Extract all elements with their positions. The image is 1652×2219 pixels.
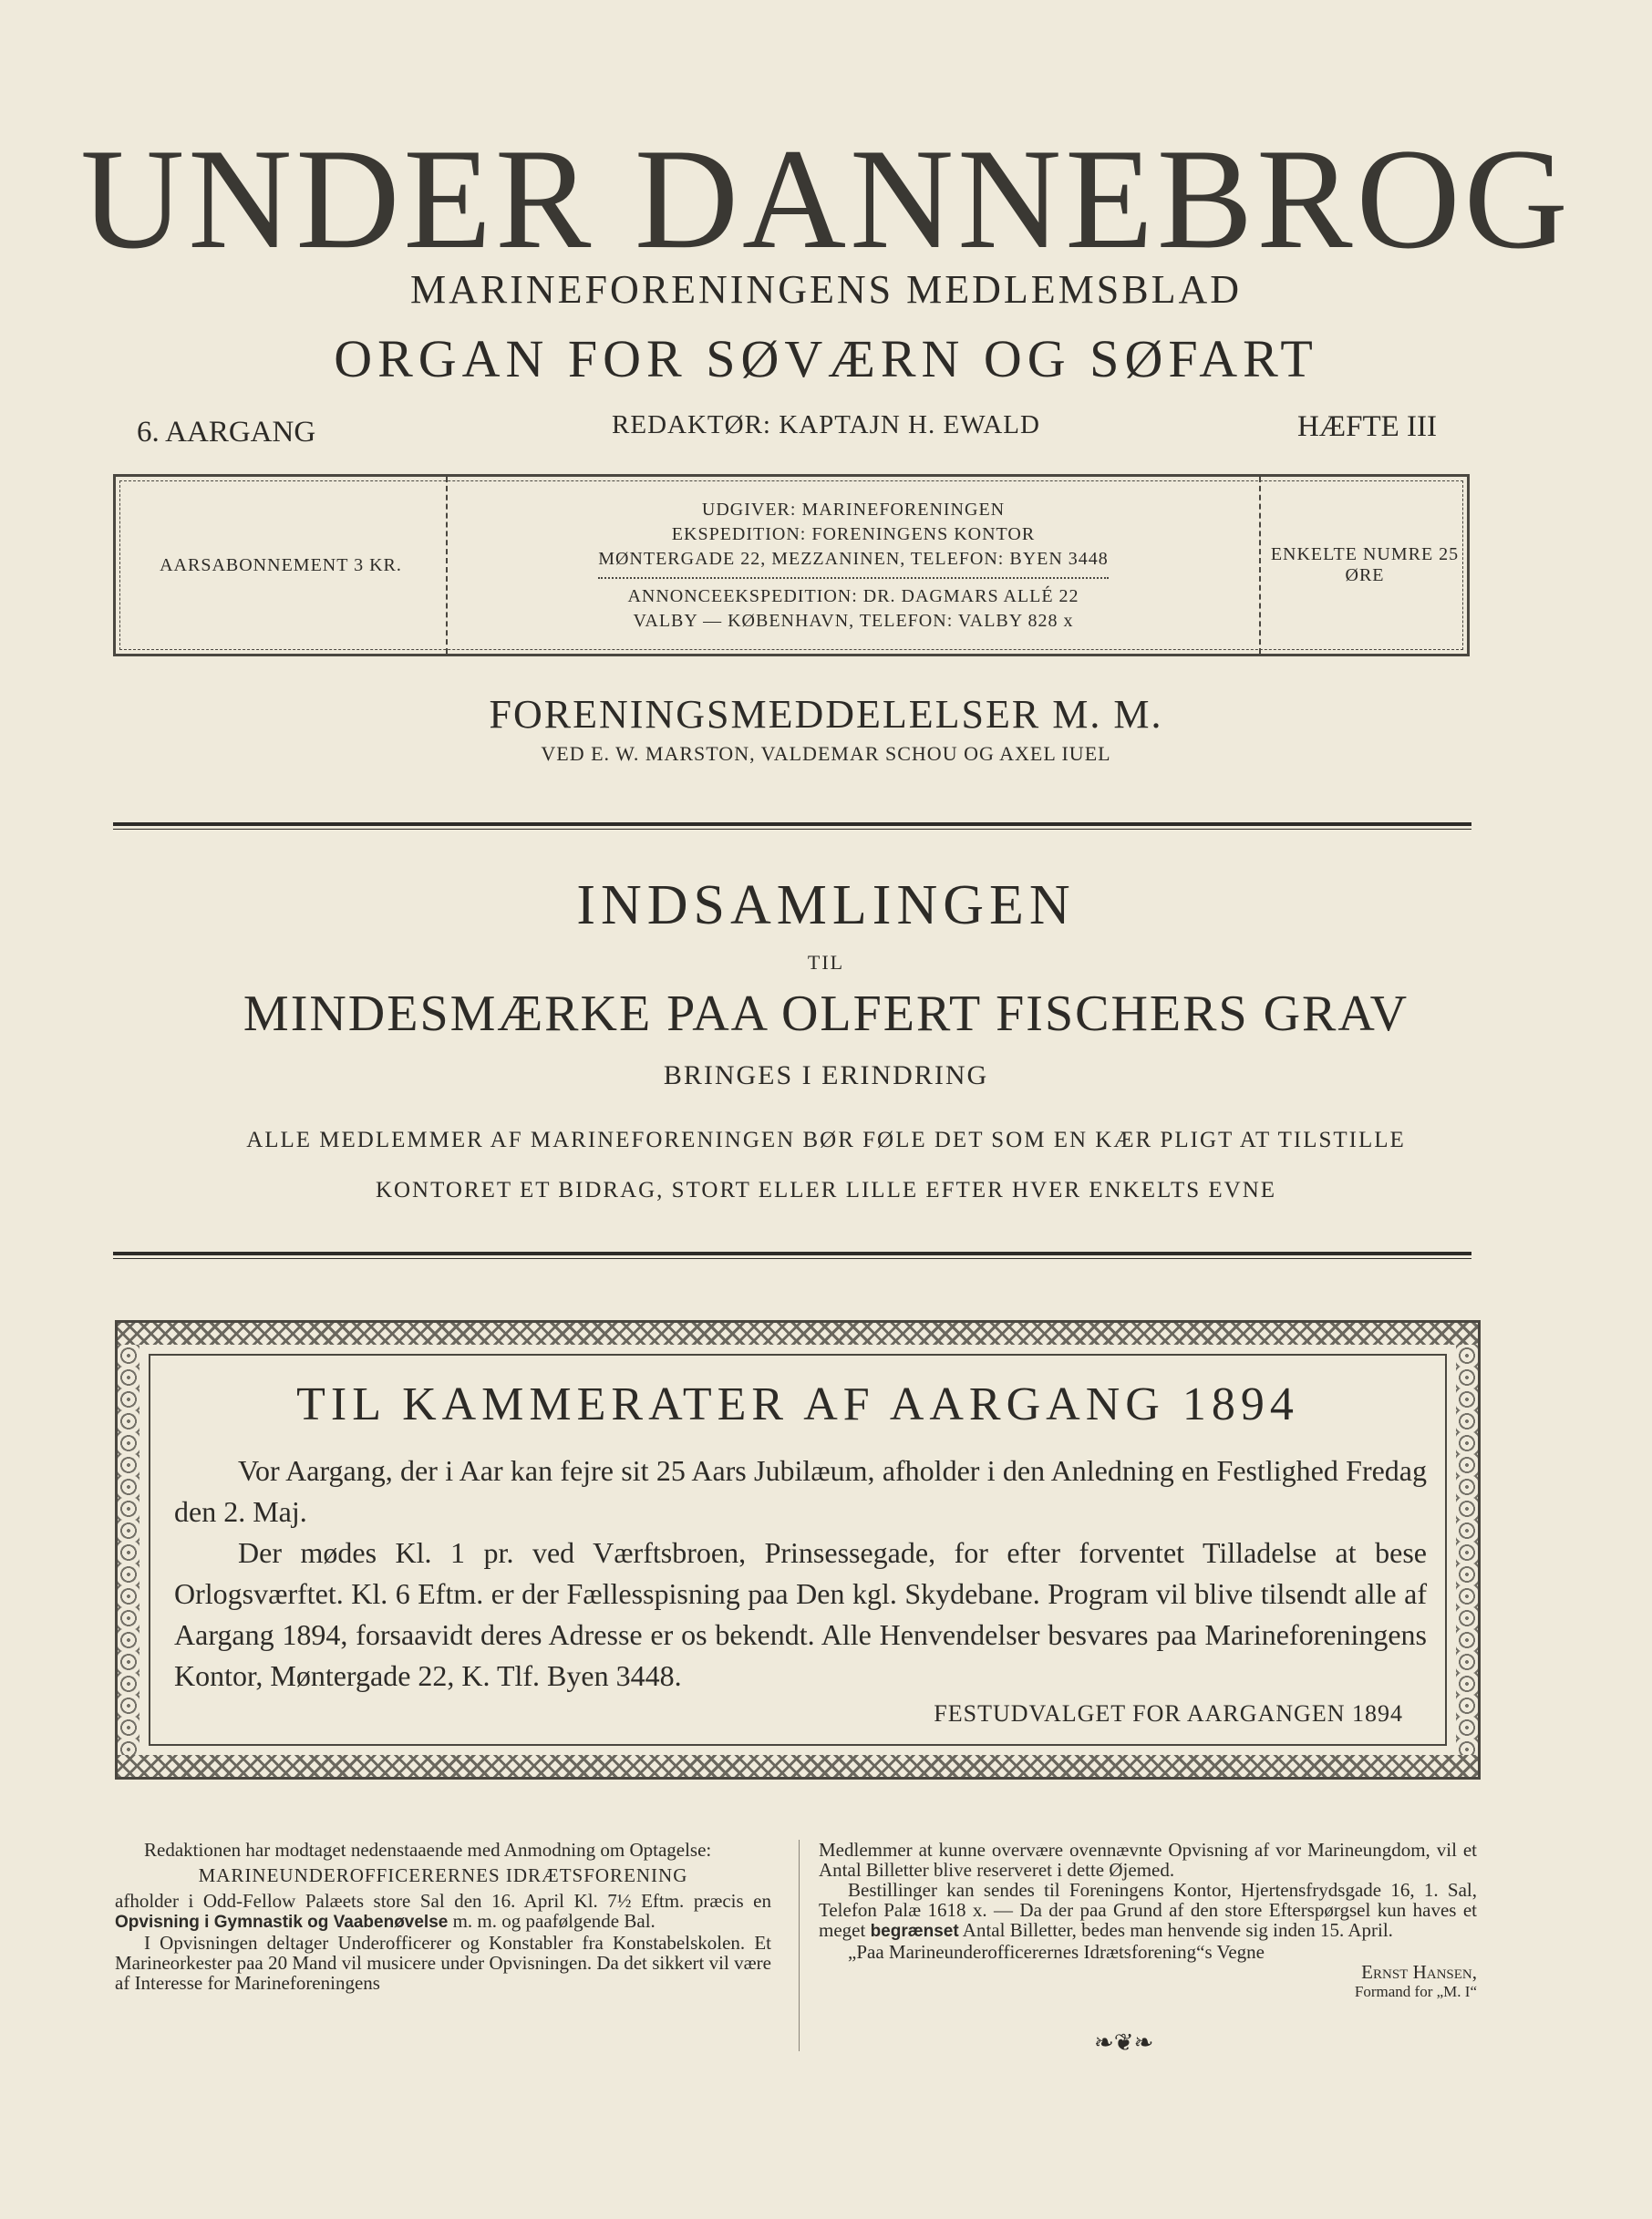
notice-heading: INDSAMLINGEN: [576, 874, 1076, 936]
infobox-single-issue: [1257, 477, 1472, 654]
left-organisation: MARINEUNDEROFFICERERNES IDRÆTSFORENING: [198, 1864, 688, 1886]
right-p2-bold: begrænset: [870, 1922, 959, 1941]
notice-til: TIL: [807, 951, 845, 974]
column-separator: [799, 1840, 800, 2051]
left-paragraph-2: I Opvisningen deltager Underofficerer og Konstabler fra Konstabelskolen. Et Marineorkester paa 20 Mand vil musicere under Opvisningen. Da det sikkert vil være af Interesse for Marineforeningens: [115, 1932, 771, 1994]
haefte-label: HÆFTE III: [1296, 410, 1437, 443]
kammerater-paragraph-2: Der mødes Kl. 1 pr. ved Værftsbroen, Prinsessegade, for efter forventet Tilladelse at bese Orlogsværftet. Kl. 6 Eftm. er der Fællesspisning paa Den kgl. Skydebane. Program vil blive tilsendt alle af Aargang 1894, forsaavidt deres Adresse er os bekendt. Alle Henvendelser besvares paa Marineforeningens Kontor, Møntergade 22, K. Tlf. Byen 3448.: [174, 1536, 1427, 1692]
notice-title: MINDESMÆRKE PAA OLFERT FISCHERS GRAV: [243, 986, 1409, 1042]
left-intro: Redaktionen har modtaget nedenstaaende med Anmodning om Optagelse:: [144, 1839, 712, 1861]
advert-block: [627, 584, 1079, 634]
bottom-left-column: [115, 1840, 771, 1993]
right-paragraph-1: Medlemmer at kunne overvære ovennævnte Opvisning af vor Marineungdom, vil et Antal Billetter blive reserveret i dette Øjemed.: [819, 1839, 1477, 1881]
divider-rule-top: [113, 822, 1471, 826]
kammerater-frame: [115, 1320, 1481, 1780]
subscription-price: AARSABONNEMENT 3 KR.: [160, 554, 402, 575]
address-line: MØNTERGADE 22, MEZZANINEN, TELEFON: BYEN 3448: [598, 548, 1109, 569]
notice-subtitle: BRINGES I ERINDRING: [663, 1060, 989, 1090]
advert-address-line: VALBY — KØBENHAVN, TELEFON: VALBY 828 x: [633, 610, 1074, 631]
publisher-block: [598, 498, 1109, 579]
kammerater-signature: FESTUDVALGET FOR AARGANGEN 1894: [934, 1700, 1403, 1727]
notice-text-line1: ALLE MEDLEMMER AF MARINEFORENINGEN BØR FØLE DET SOM EN KÆR PLIGT AT TILSTILLE: [246, 1128, 1406, 1152]
kammerater-title: TIL KAMMERATER AF AARGANG 1894: [296, 1378, 1299, 1430]
right-p2-text-a: Bestillinger kan sendes til Foreningens Kontor, Hjertensfrydsgade 16, 1. Sal, Telefon Palæ 1618 x. — Da der paa Grund af den store Efterspørgsel kun haves et meget: [819, 1879, 1477, 1941]
section-heading: FORENINGSMEDDELELSER M. M.: [489, 692, 1163, 737]
right-paragraph-2: [819, 1880, 1477, 1942]
expedition-line: EKSPEDITION: FORENINGENS KONTOR: [671, 523, 1036, 544]
masthead-subtitle: MARINEFORENINGENS MEDLEMSBLAD: [409, 267, 1243, 312]
single-issue-price: ENKELTE NUMRE 25 ØRE: [1270, 544, 1460, 585]
signature-name: Ernst Hansen,: [1361, 1961, 1477, 1983]
frame-ornament-bottom: [118, 1755, 1478, 1777]
bottom-right-column: [819, 1840, 1477, 2002]
subscription-infobox: [113, 474, 1470, 656]
left-p1-bold: Opvisning i Gymnastik og Vaabenøvelse: [115, 1913, 449, 1932]
divider-rule-bottom: [113, 1252, 1471, 1255]
aargang-label: 6. AARGANG: [137, 416, 316, 449]
advert-line: ANNONCEEKSPEDITION: DR. DAGMARS ALLÉ 22: [627, 585, 1079, 606]
frame-ornament-top: [118, 1323, 1478, 1345]
left-p1-text-a: afholder i Odd-Fellow Palæets store Sal den 16. April Kl. 7½ Eftm. præcis en: [115, 1890, 771, 1912]
kammerater-paragraph-1: Vor Aargang, der i Aar kan fejre sit 25 Aars Jubilæum, afholder i den Anledning en Festlighed Fredag den 2. Maj.: [174, 1454, 1427, 1528]
redaktor-label: REDAKTØR: KAPTAJN H. EWALD: [612, 410, 1040, 439]
section-byline: VED E. W. MARSTON, VALDEMAR SCHOU OG AXEL IUEL: [541, 742, 1111, 765]
left-paragraph-1: [115, 1891, 771, 1933]
masthead-organ: ORGAN FOR SØVÆRN OG SØFART: [334, 329, 1318, 388]
left-p1-text-c: m. m. og paafølgende Bal.: [448, 1910, 656, 1932]
right-paragraph-3: „Paa Marineunderofficerernes Idrætsforening“s Vegne: [848, 1941, 1265, 1963]
ornament-flourish-icon: ❧❦❧: [1094, 2029, 1154, 2056]
signature-title: Formand for „M. I“: [1354, 1983, 1477, 2000]
notice-text-line2: KONTORET ET BIDRAG, STORT ELLER LILLE EFTER HVER ENKELTS EVNE: [375, 1178, 1277, 1202]
infobox-publisher: [446, 477, 1261, 654]
infobox-subscription: [116, 477, 446, 654]
publisher-line: UDGIVER: MARINEFORENINGEN: [701, 499, 1006, 520]
right-p2-text-c: Antal Billetter, bedes man henvende sig inden 15. April.: [958, 1919, 1393, 1941]
kammerater-body: [174, 1450, 1427, 1697]
masthead-title: UNDER DANNEBROG: [80, 119, 1572, 279]
